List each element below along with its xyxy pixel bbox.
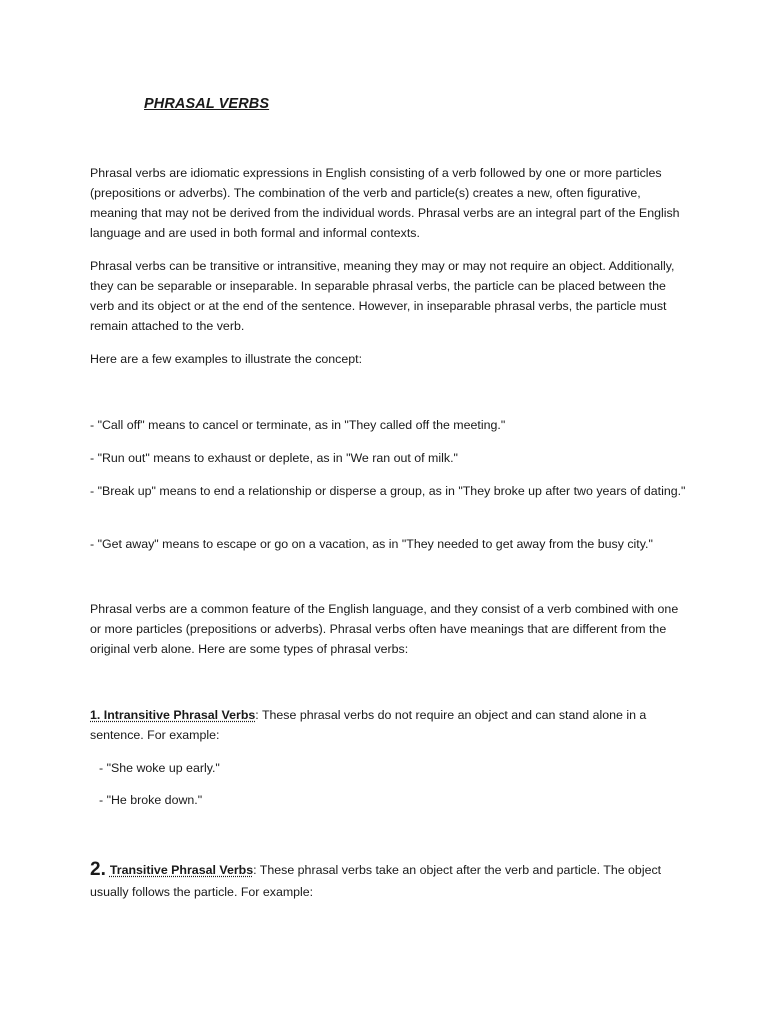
example-get-away: - "Get away" means to escape or go on a vacation, as in "They needed to get away from the busy city." (90, 537, 653, 551)
types-intro-paragraph: Phrasal verbs are a common feature of the English language, and they consist of a verb combined with one or more particles (prepositions or adverbs). Phrasal verbs often have meanings that are different from the original verb alone. Here are some types of phrasal verbs: (90, 602, 679, 656)
example-call-off: - "Call off" means to cancel or terminate, as in "They called off the meeting." (90, 418, 506, 432)
document-title: PHRASAL VERBS (144, 96, 270, 112)
section-transitive (90, 859, 690, 903)
intro-paragraph-2: Phrasal verbs can be transitive or intransitive, meaning they may or may not require an object. Additionally, they can be separable or inseparable. In separable phrasal verbs, the particle can be placed between the verb and its object or at the end of the sentence. However, in inseparable phrasal verbs, the particle must remain attached to the verb. (90, 259, 675, 333)
section-intransitive-heading: 1. Intransitive Phrasal Verbs (90, 708, 256, 722)
section-transitive-text: : These phrasal verbs take an object after the verb and particle. The object usually follows the particle. For example: (90, 863, 662, 899)
intro-paragraph-1: Phrasal verbs are idiomatic expressions in English consisting of a verb followed by one or more particles (prepositions or adverbs). The combination of the verb and particle(s) creates a new, often figurative, meaning that may not be derived from the individual words. Phrasal verbs are an integral part of the English language and are used in both formal and informal contexts. (90, 166, 680, 240)
intransitive-example-2: - "He broke down." (99, 793, 203, 807)
section-intransitive (90, 705, 690, 745)
intro-paragraph-3: Here are a few examples to illustrate the concept: (90, 352, 363, 366)
section-intransitive-text: : These phrasal verbs do not require an object and can stand alone in a sentence. For example: (90, 708, 647, 742)
example-run-out: - "Run out" means to exhaust or deplete, as in "We ran out of milk." (90, 451, 458, 465)
example-break-up: - "Break up" means to end a relationship or disperse a group, as in "They broke up after two years of dating." (90, 484, 686, 498)
section-transitive-number: 2. (90, 859, 106, 880)
section-transitive-heading: Transitive Phrasal Verbs (109, 863, 254, 877)
intransitive-example-1: - "She woke up early." (99, 761, 220, 775)
